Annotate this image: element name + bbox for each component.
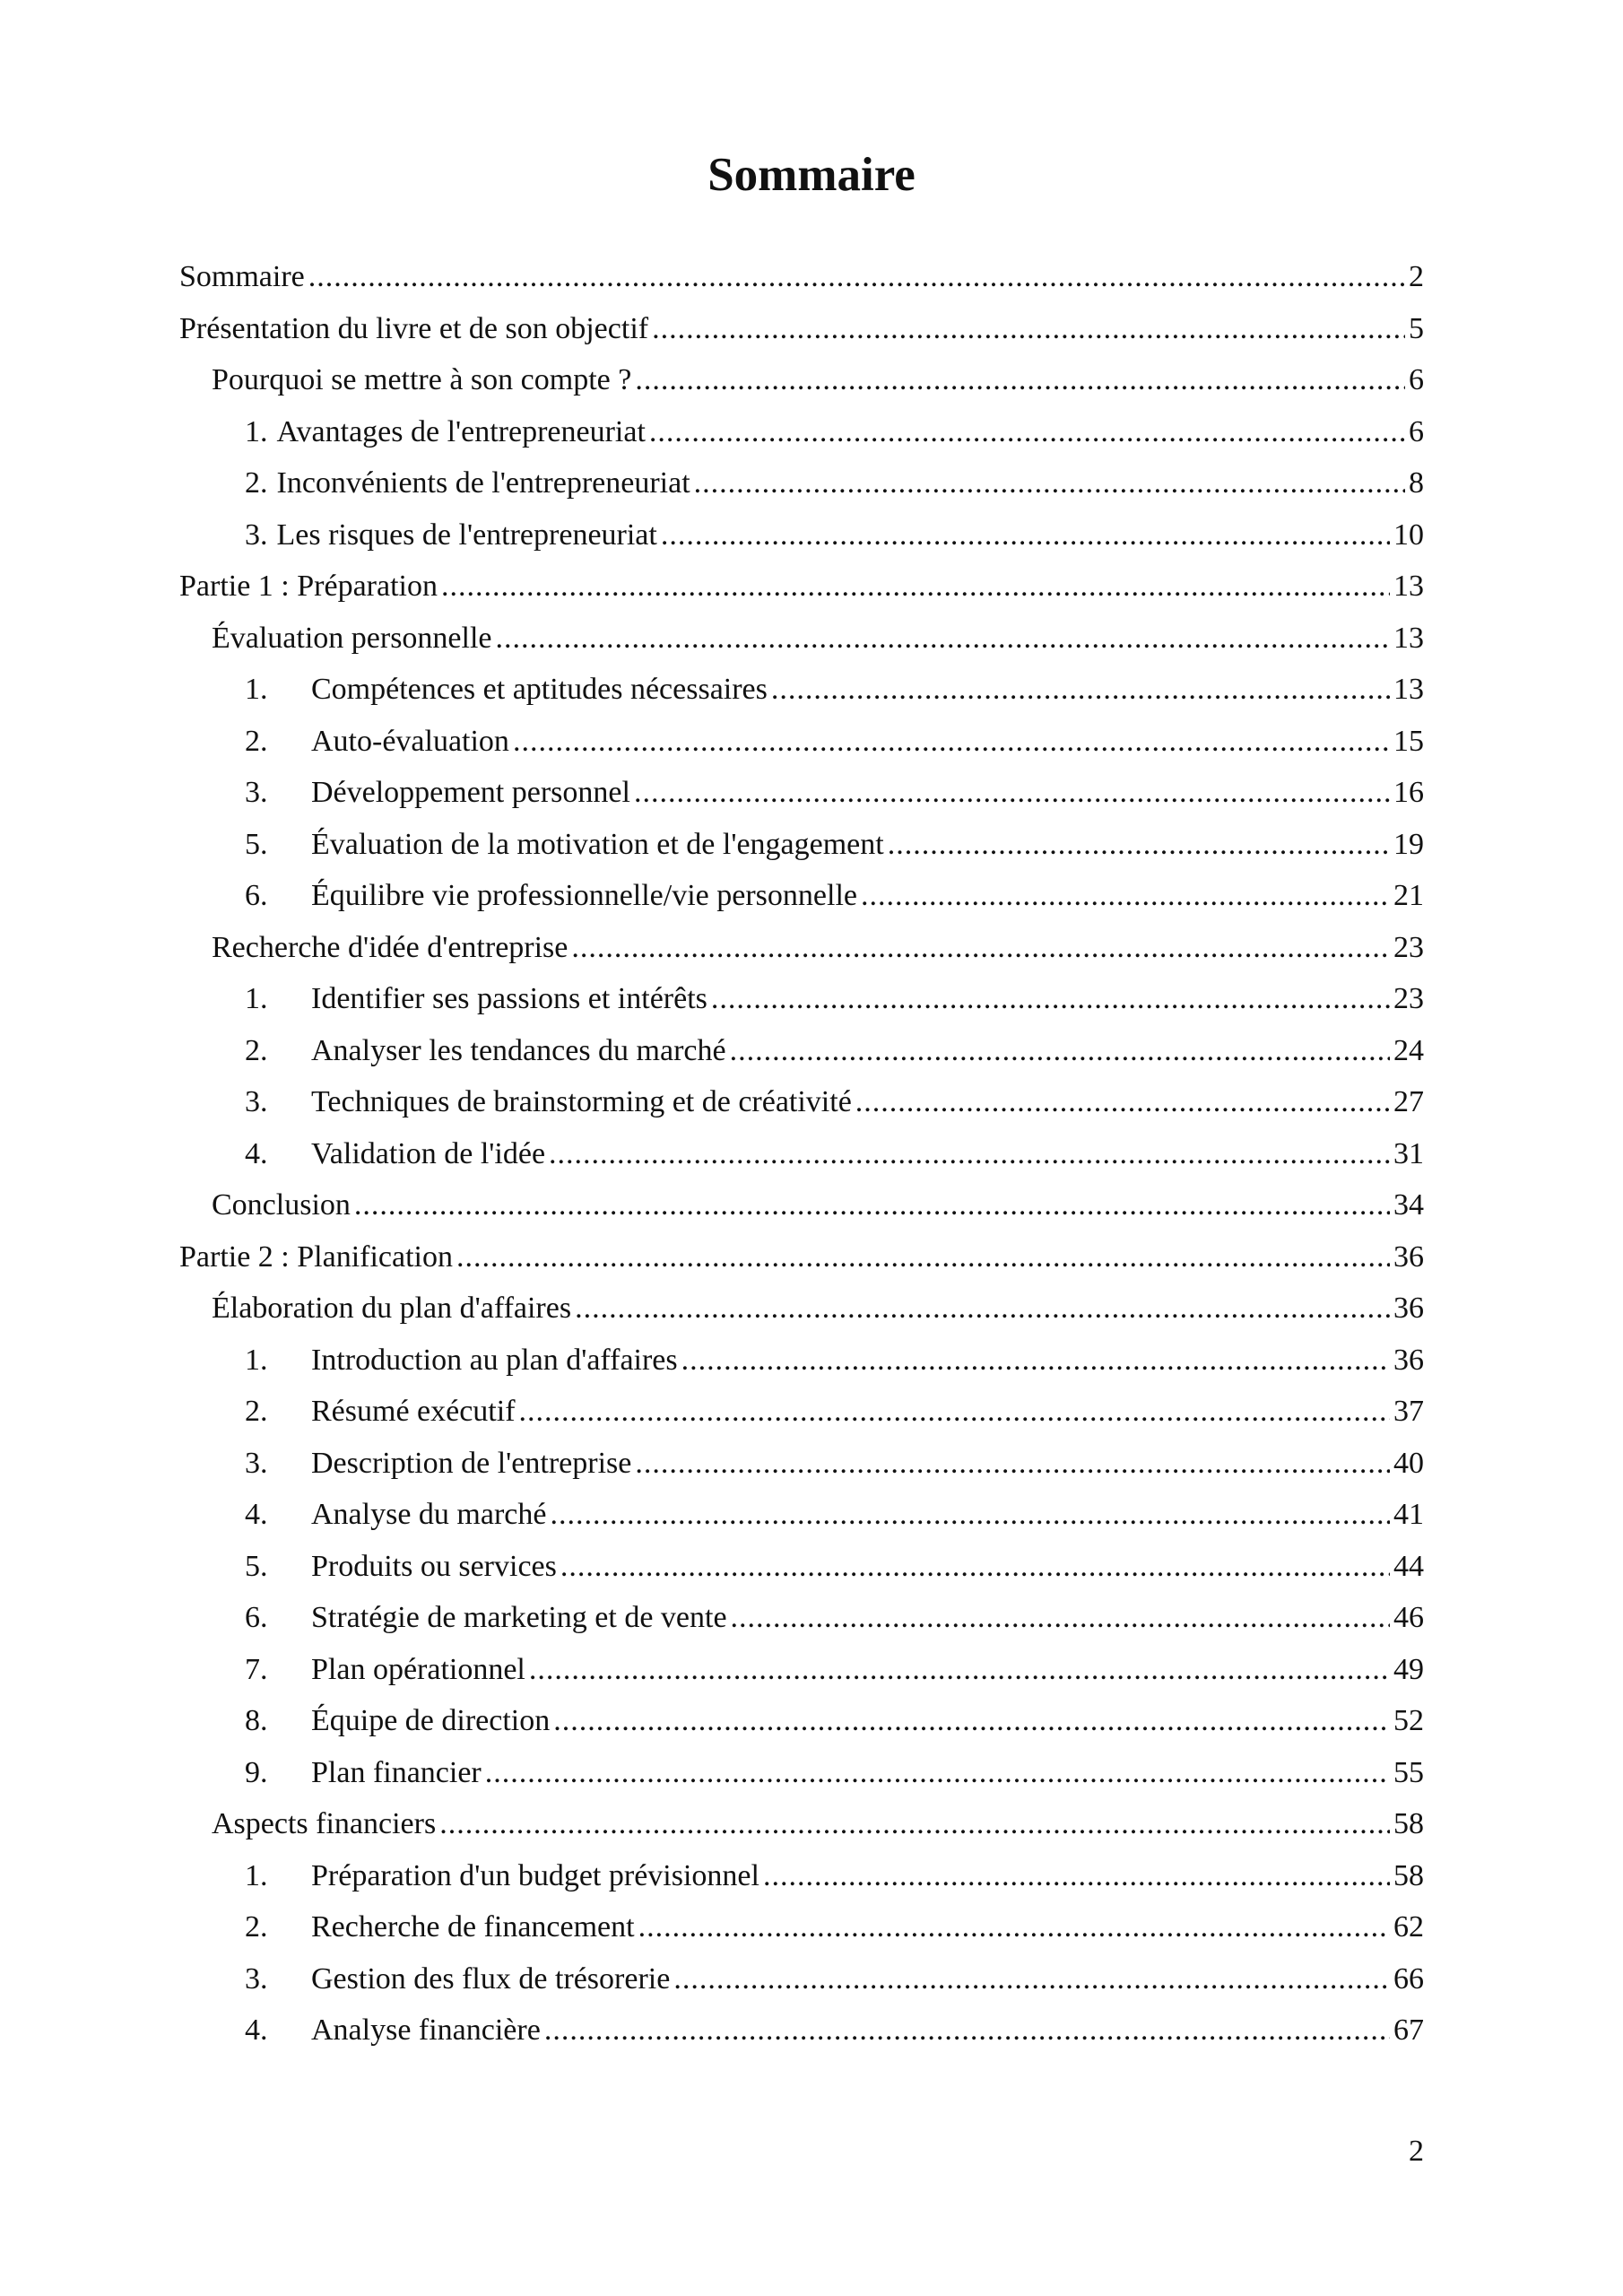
toc-entry-number: 2. bbox=[245, 724, 268, 758]
toc-entry-title: Gestion des flux de trésorerie bbox=[311, 1961, 671, 1996]
toc-entry-number: 5. bbox=[245, 1549, 268, 1583]
toc-entry-number: 3. bbox=[245, 776, 268, 809]
dot-leader bbox=[638, 1901, 1390, 1953]
dot-leader bbox=[861, 870, 1390, 922]
toc-entry[interactable] bbox=[179, 870, 1424, 922]
toc-entry[interactable] bbox=[179, 1747, 1424, 1799]
toc-entry-title: Auto-évaluation bbox=[311, 724, 509, 758]
toc-entry-title: Résumé exécutif bbox=[311, 1395, 516, 1428]
toc-entry-number: 1. bbox=[245, 1858, 268, 1892]
toc-entry-page: 24 bbox=[1393, 1033, 1424, 1067]
toc-entry-number: 1. bbox=[245, 1343, 268, 1377]
toc-entry[interactable] bbox=[179, 457, 1424, 509]
toc-entry-page: 8 bbox=[1409, 466, 1424, 500]
dot-leader bbox=[354, 1179, 1390, 1231]
dot-leader bbox=[635, 1438, 1390, 1490]
toc-entry[interactable] bbox=[179, 1798, 1424, 1850]
dot-leader bbox=[560, 1541, 1390, 1593]
toc-entry-page: 13 bbox=[1393, 673, 1424, 706]
toc-entry-page: 44 bbox=[1393, 1549, 1424, 1583]
toc-entry[interactable] bbox=[179, 1076, 1424, 1128]
toc-entry[interactable] bbox=[179, 1489, 1424, 1541]
toc-entry-page: 36 bbox=[1393, 1292, 1424, 1325]
dot-leader bbox=[634, 767, 1390, 819]
toc-entry[interactable] bbox=[179, 1850, 1424, 1902]
toc-entry-number: 6. bbox=[245, 1601, 268, 1634]
toc-entry-title: Plan opérationnel bbox=[311, 1652, 525, 1686]
toc-entry-page: 16 bbox=[1393, 776, 1424, 809]
toc-entry-page: 58 bbox=[1393, 1807, 1424, 1840]
dot-leader bbox=[441, 561, 1390, 613]
toc-entry-title: Avantages de l'entrepreneuriat bbox=[276, 414, 646, 448]
toc-entry-number: 7. bbox=[245, 1652, 268, 1686]
dot-leader bbox=[763, 1850, 1390, 1902]
dot-leader bbox=[308, 251, 1405, 303]
toc-entry[interactable] bbox=[179, 1179, 1424, 1231]
toc-entry-title: Analyser les tendances du marché bbox=[311, 1033, 726, 1067]
toc-entry-page: 37 bbox=[1393, 1395, 1424, 1428]
toc-entry[interactable] bbox=[179, 1128, 1424, 1180]
toc-entry[interactable] bbox=[179, 1901, 1424, 1953]
toc-entry[interactable] bbox=[179, 303, 1424, 355]
toc-entry[interactable] bbox=[179, 1335, 1424, 1387]
toc-entry-title: Stratégie de marketing et de vente bbox=[311, 1601, 727, 1634]
toc-entry-title: Analyse financière bbox=[311, 2013, 541, 2047]
toc-entry-number: 1. bbox=[245, 982, 268, 1015]
toc-entry-page: 49 bbox=[1393, 1652, 1424, 1686]
toc-entry[interactable] bbox=[179, 1025, 1424, 1077]
toc-entry[interactable] bbox=[179, 561, 1424, 613]
toc-entry[interactable] bbox=[179, 716, 1424, 768]
toc-entry-number: 3. bbox=[245, 1085, 268, 1118]
toc-entry-title: Plan financier bbox=[311, 1755, 482, 1789]
toc-entry-page: 36 bbox=[1393, 1239, 1424, 1274]
toc-entry-page: 58 bbox=[1393, 1858, 1424, 1892]
toc-entry-number: 2. bbox=[245, 1395, 268, 1428]
dot-leader bbox=[571, 922, 1390, 974]
toc-entry-page: 34 bbox=[1393, 1188, 1424, 1222]
toc-entry-number: 3. bbox=[245, 517, 268, 552]
toc-entry[interactable] bbox=[179, 1953, 1424, 2005]
table-of-contents bbox=[179, 251, 1424, 2057]
toc-entry-page: 41 bbox=[1393, 1498, 1424, 1531]
toc-entry-title: Aspects financiers bbox=[212, 1807, 437, 1840]
toc-entry-title: Évaluation de la motivation et de l'engagement bbox=[311, 827, 884, 861]
toc-entry-number: 3. bbox=[245, 1446, 268, 1480]
dot-leader bbox=[888, 819, 1390, 871]
toc-entry-page: 36 bbox=[1393, 1343, 1424, 1377]
dot-leader bbox=[544, 2005, 1390, 2057]
toc-entry-number: 9. bbox=[245, 1755, 268, 1789]
toc-entry-title: Inconvénients de l'entrepreneuriat bbox=[276, 466, 690, 500]
toc-entry-number: 6. bbox=[245, 879, 268, 912]
toc-entry[interactable] bbox=[179, 2005, 1424, 2057]
toc-entry[interactable] bbox=[179, 354, 1424, 406]
toc-entry-title: Recherche d'idée d'entreprise bbox=[212, 930, 568, 964]
toc-entry-title: Les risques de l'entrepreneuriat bbox=[276, 517, 657, 552]
dot-leader bbox=[652, 303, 1405, 355]
toc-entry-title: Sommaire bbox=[179, 260, 305, 293]
dot-leader bbox=[553, 1695, 1390, 1747]
toc-entry-number: 1. bbox=[245, 414, 268, 448]
dot-leader bbox=[661, 509, 1390, 561]
toc-entry[interactable] bbox=[179, 973, 1424, 1025]
dot-leader bbox=[485, 1747, 1390, 1799]
toc-entry-title: Préparation d'un budget prévisionnel bbox=[311, 1858, 759, 1892]
dot-leader bbox=[439, 1798, 1390, 1850]
dot-leader bbox=[673, 1953, 1390, 2005]
toc-entry[interactable] bbox=[179, 406, 1424, 458]
toc-entry[interactable] bbox=[179, 1644, 1424, 1696]
toc-entry-title: Analyse du marché bbox=[311, 1498, 547, 1531]
toc-entry-title: Compétences et aptitudes nécessaires bbox=[311, 673, 768, 706]
toc-entry-title: Identifier ses passions et intérêts bbox=[311, 982, 707, 1015]
toc-entry-title: Élaboration du plan d'affaires bbox=[212, 1292, 572, 1325]
toc-entry-title: Description de l'entreprise bbox=[311, 1446, 632, 1480]
toc-entry-page: 55 bbox=[1393, 1755, 1424, 1789]
toc-entry-page: 19 bbox=[1393, 827, 1424, 861]
toc-entry[interactable] bbox=[179, 922, 1424, 974]
dot-leader bbox=[519, 1386, 1390, 1438]
dot-leader bbox=[694, 457, 1405, 509]
toc-entry[interactable] bbox=[179, 1438, 1424, 1490]
dot-leader bbox=[456, 1231, 1390, 1283]
toc-entry-number: 5. bbox=[245, 827, 268, 861]
dot-leader bbox=[529, 1644, 1390, 1696]
toc-entry[interactable] bbox=[179, 1695, 1424, 1747]
toc-entry[interactable] bbox=[179, 1231, 1424, 1283]
toc-entry[interactable] bbox=[179, 767, 1424, 819]
dot-leader bbox=[681, 1335, 1390, 1387]
toc-entry-page: 21 bbox=[1393, 879, 1424, 912]
toc-entry-number: 4. bbox=[245, 2013, 268, 2047]
toc-entry-number: 3. bbox=[245, 1961, 268, 1996]
toc-entry[interactable] bbox=[179, 1386, 1424, 1438]
toc-entry-page: 40 bbox=[1393, 1446, 1424, 1480]
toc-entry-title: Équipe de direction bbox=[311, 1704, 551, 1737]
toc-entry-page: 62 bbox=[1393, 1910, 1424, 1944]
toc-entry-title: Partie 2 : Planification bbox=[179, 1239, 453, 1274]
toc-entry[interactable] bbox=[179, 251, 1424, 303]
toc-entry[interactable] bbox=[179, 819, 1424, 871]
page-number: 2 bbox=[1409, 2135, 1424, 2168]
toc-entry-page: 13 bbox=[1393, 621, 1424, 655]
toc-entry-title: Produits ou services bbox=[311, 1549, 557, 1583]
toc-entry-page: 2 bbox=[1409, 260, 1424, 293]
dot-leader bbox=[771, 664, 1390, 716]
dot-leader bbox=[855, 1076, 1390, 1128]
toc-entry-page: 31 bbox=[1393, 1136, 1424, 1170]
toc-entry-number: 2. bbox=[245, 1033, 268, 1067]
toc-entry[interactable] bbox=[179, 1283, 1424, 1335]
toc-entry-number: 4. bbox=[245, 1498, 268, 1531]
dot-leader bbox=[496, 613, 1390, 665]
dot-leader bbox=[731, 1592, 1390, 1644]
toc-entry-title: Validation de l'idée bbox=[311, 1136, 546, 1170]
toc-entry-title: Présentation du livre et de son objectif bbox=[179, 311, 649, 345]
toc-entry-page: 6 bbox=[1409, 414, 1424, 448]
toc-entry-title: Développement personnel bbox=[311, 776, 630, 809]
dot-leader bbox=[513, 716, 1390, 768]
dot-leader bbox=[635, 354, 1405, 406]
toc-entry-page: 10 bbox=[1393, 517, 1424, 552]
toc-entry-number: 4. bbox=[245, 1136, 268, 1170]
toc-entry[interactable] bbox=[179, 613, 1424, 665]
toc-entry-title: Partie 1 : Préparation bbox=[179, 570, 438, 603]
toc-entry-number: 1. bbox=[245, 673, 268, 706]
toc-entry-number: 8. bbox=[245, 1704, 268, 1737]
dot-leader bbox=[575, 1283, 1390, 1335]
toc-entry-page: 15 bbox=[1393, 724, 1424, 758]
dot-leader bbox=[549, 1128, 1390, 1180]
dot-leader bbox=[649, 406, 1405, 458]
toc-entry-title: Évaluation personnelle bbox=[212, 621, 492, 655]
toc-entry[interactable] bbox=[179, 1592, 1424, 1644]
toc-entry-title: Équilibre vie professionnelle/vie personnelle bbox=[311, 879, 857, 912]
toc-entry-page: 5 bbox=[1409, 311, 1424, 345]
toc-entry[interactable] bbox=[179, 664, 1424, 716]
dot-leader bbox=[730, 1025, 1390, 1077]
dot-leader bbox=[550, 1489, 1390, 1541]
toc-entry-number: 2. bbox=[245, 1910, 268, 1944]
page-title: Sommaire bbox=[707, 149, 916, 201]
toc-entry-title: Introduction au plan d'affaires bbox=[311, 1343, 678, 1377]
toc-entry-page: 13 bbox=[1393, 570, 1424, 603]
toc-entry[interactable] bbox=[179, 1541, 1424, 1593]
toc-entry-page: 66 bbox=[1393, 1961, 1424, 1996]
toc-entry-page: 23 bbox=[1393, 982, 1424, 1015]
toc-entry-page: 23 bbox=[1393, 930, 1424, 964]
toc-entry-page: 52 bbox=[1393, 1704, 1424, 1737]
toc-entry-page: 67 bbox=[1393, 2013, 1424, 2047]
dot-leader bbox=[711, 973, 1390, 1025]
toc-entry[interactable] bbox=[179, 509, 1424, 561]
toc-entry-title: Recherche de financement bbox=[311, 1910, 635, 1944]
toc-entry-title: Conclusion bbox=[212, 1188, 351, 1222]
toc-entry-title: Pourquoi se mettre à son compte ? bbox=[212, 363, 632, 396]
toc-entry-page: 6 bbox=[1409, 363, 1424, 396]
toc-entry-number: 2. bbox=[245, 466, 268, 500]
toc-entry-page: 27 bbox=[1393, 1085, 1424, 1118]
toc-entry-page: 46 bbox=[1393, 1601, 1424, 1634]
toc-entry-title: Techniques de brainstorming et de créativité bbox=[311, 1085, 852, 1118]
